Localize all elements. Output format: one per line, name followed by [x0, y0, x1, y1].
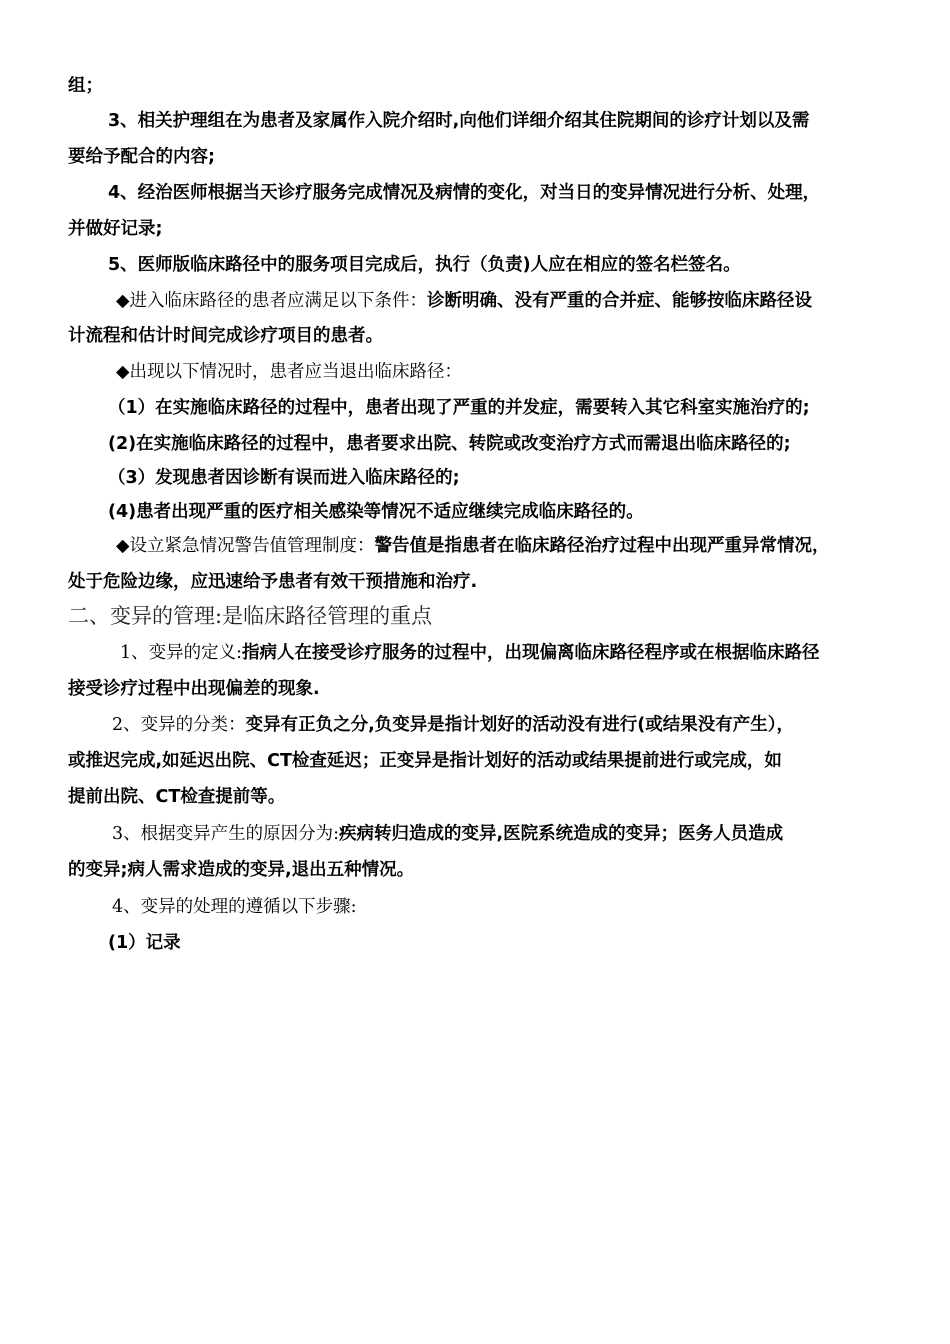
list-item: （1）在实施临床路径的过程中，患者出现了严重的并发症，需要转入其它科室实施治疗的; [108, 398, 810, 418]
paragraph-line: 4、经治医师根据当天诊疗服务完成情况及病情的变化，对当日的变异情况进行分析、处理， [108, 183, 821, 203]
list-item: （3）发现患者因诊断有误而进入临床路径的; [108, 468, 460, 488]
list-item: (4)患者出现严重的医疗相关感染等情况不适应继续完成临床路径的。 [108, 502, 644, 522]
paragraph-line [112, 821, 932, 847]
paragraph-line: 提前出院、CT检查提前等。 [68, 787, 286, 807]
bullet-paragraph-line [116, 288, 936, 314]
bullet-paragraph-line: ◆出现以下情况时，患者应当退出临床路径： [116, 362, 462, 382]
paragraph-line: 计流程和估计时间完成诊疗项目的患者。 [68, 326, 383, 346]
bullet-lead-text: ◆进入临床路径的患者应满足以下条件： [116, 291, 427, 311]
paragraph-line: 或推迟完成,如延迟出院、CT检查延迟；正变异是指计划好的活动或结果提前进行或完成，如 [68, 751, 782, 771]
term-body-text: 指病人在接受诊疗服务的过程中，出现偏离临床路径程序或在根据临床路径 [242, 643, 820, 663]
section-heading: 二、变异的管理:是临床路径管理的重点 [68, 604, 433, 628]
paragraph-line: 接受诊疗过程中出现偏差的现象. [68, 679, 320, 699]
term-lead-text: 1、变异的定义: [120, 643, 243, 663]
paragraph-line: 4、变异的处理的遵循以下步骤: [112, 897, 357, 917]
paragraph-line: 处于危险边缘，应迅速给予患者有效干预措施和治疗. [68, 572, 478, 592]
paragraph-line [120, 640, 940, 666]
paragraph-line: 组； [68, 76, 103, 96]
term-body-text: 疾病转归造成的变异,医院系统造成的变异；医务人员造成 [339, 824, 784, 844]
term-lead-text: 2、变异的分类： [112, 715, 246, 735]
bullet-paragraph-line [116, 533, 936, 559]
paragraph-line [112, 712, 932, 738]
paragraph-line: 并做好记录; [68, 219, 163, 239]
list-item: (1）记录 [108, 933, 181, 953]
paragraph-line: 的变异;病人需求造成的变异,退出五种情况。 [68, 860, 415, 880]
bullet-body-text: 诊断明确、没有严重的合并症、能够按临床路径设 [426, 291, 812, 311]
list-item: (2)在实施临床路径的过程中，患者要求出院、转院或改变治疗方式而需退出临床路径的; [108, 434, 791, 454]
bullet-body-text: 警告值是指患者在临床路径治疗过程中出现严重异常情况， [374, 536, 830, 556]
paragraph-line: 5、医师版临床路径中的服务项目完成后，执行（负责)人应在相应的签名栏签名。 [108, 255, 741, 275]
paragraph-line: 要给予配合的内容; [68, 147, 215, 167]
bullet-lead-text: ◆设立紧急情况警告值管理制度： [116, 536, 375, 556]
term-lead-text: 3、根据变异产生的原因分为: [112, 824, 340, 844]
term-body-text: 变异有正负之分,负变异是指计划好的活动没有进行(或结果没有产生）， [245, 715, 795, 735]
paragraph-line: 3、相关护理组在为患者及家属作入院介绍时,向他们详细介绍其住院期间的诊疗计划以及需 [108, 111, 810, 131]
